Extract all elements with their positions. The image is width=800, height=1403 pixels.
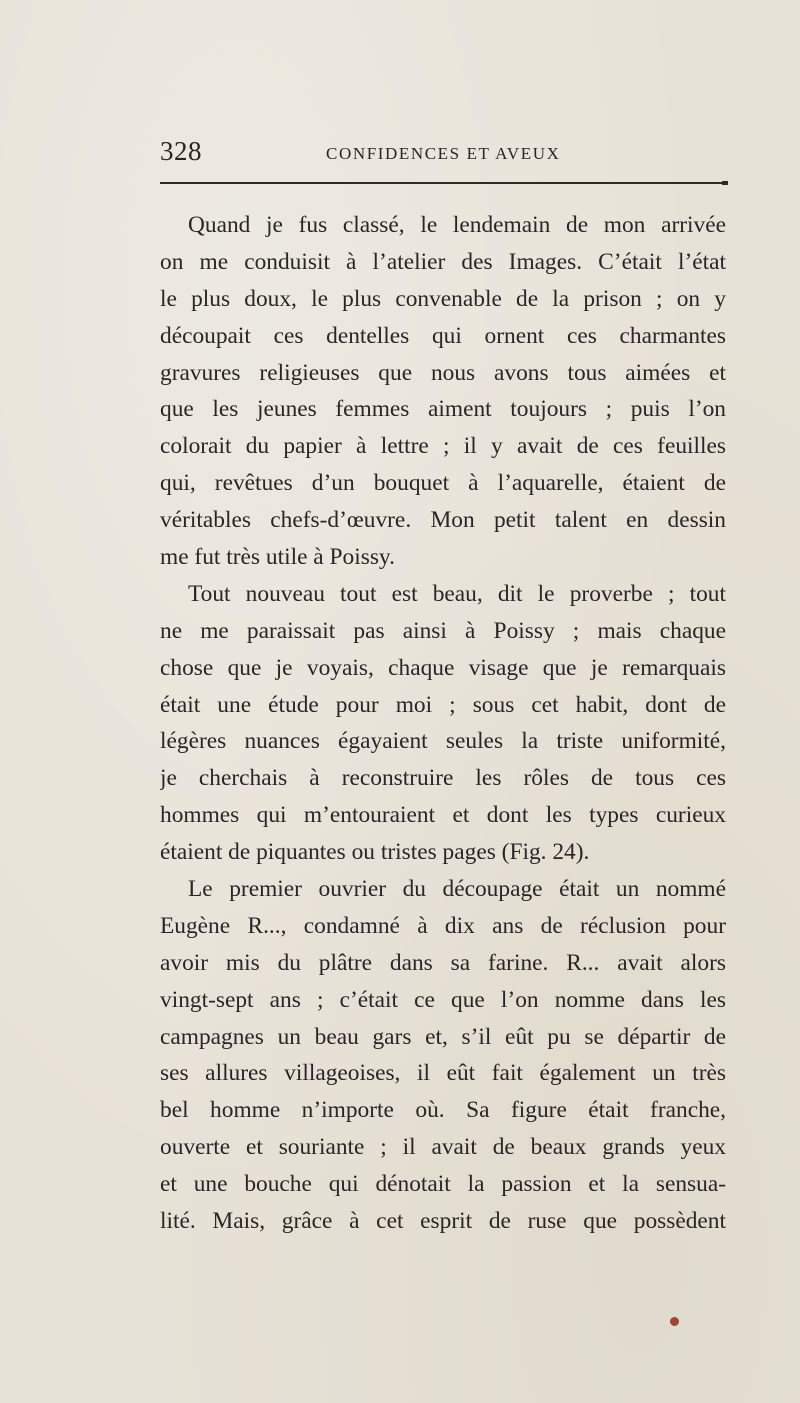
text-line: avoir mis du plâtre dans sa farine. R... avait alors — [160, 949, 726, 976]
text-line: Quand je fus classé, le lendemain de mon arrivée — [188, 212, 726, 238]
text-line: le plus doux, le plus convenable de la prison ; on y — [160, 285, 726, 312]
running-title: CONFIDENCES ET AVEUX — [326, 144, 561, 163]
text-line: Le premier ouvrier du découpage était un nommé — [188, 876, 726, 903]
text-line: gravures religieuses que nous avons tous aimées et — [160, 359, 726, 386]
text-line: Eugène R..., condamné à dix ans de réclusion pour — [160, 912, 726, 939]
text-line: vingt-sept ans ; c’était ce que l’on nomme dans les — [160, 986, 726, 1013]
text-line: et une bouche qui dénotait la passion et la sensua- — [160, 1171, 726, 1198]
text-line: qui, revêtues d’un bouquet à l’aquarelle, étaient de — [160, 470, 726, 497]
ink-spot — [670, 1317, 679, 1326]
text-line: colorait du papier à lettre ; il y avait de ces feuilles — [160, 433, 726, 460]
text-line: ouverte et souriante ; il avait de beaux grands yeux — [160, 1134, 726, 1161]
header-rule — [160, 182, 726, 184]
text-line: chose que je voyais, chaque visage que je remarquais — [160, 654, 726, 681]
text-line: Tout nouveau tout est beau, dit le proverbe ; tout — [188, 580, 726, 607]
text-line: me fut très utile à Poissy. — [160, 544, 395, 571]
text-line: légères nuances égayaient seules la triste uniformité, — [160, 728, 726, 755]
text-line: on me conduisit à l’atelier des Images. C’était l’état — [160, 248, 726, 275]
text-line: découpait ces dentelles qui ornent ces charmantes — [160, 322, 726, 349]
text-line: que les jeunes femmes aiment toujours ; puis l’on — [160, 396, 726, 423]
text-line: était une étude pour moi ; sous cet habit, dont de — [160, 691, 726, 718]
text-line: campagnes un beau gars et, s’il eût pu se départir de — [160, 1023, 726, 1050]
text-line: étaient de piquantes ou tristes pages (Fig. 24). — [160, 839, 590, 866]
page-header — [160, 136, 726, 176]
text-line: ses allures villageoises, il eût fait également un très — [160, 1060, 726, 1087]
text-line: lité. Mais, grâce à cet esprit de ruse que possèdent — [160, 1208, 726, 1235]
text-line: je cherchais à reconstruire les rôles de tous ces — [160, 765, 726, 792]
text-line: bel homme n’importe où. Sa figure était franche, — [160, 1097, 726, 1124]
text-line: véritables chefs-d’œuvre. Mon petit talent en dessin — [160, 507, 726, 534]
page-number: 328 — [160, 136, 202, 166]
text-line: ne me paraissait pas ainsi à Poissy ; mais chaque — [160, 617, 726, 644]
text-line: hommes qui m’entouraient et dont les types curieux — [160, 802, 726, 829]
body-text — [160, 207, 726, 1240]
